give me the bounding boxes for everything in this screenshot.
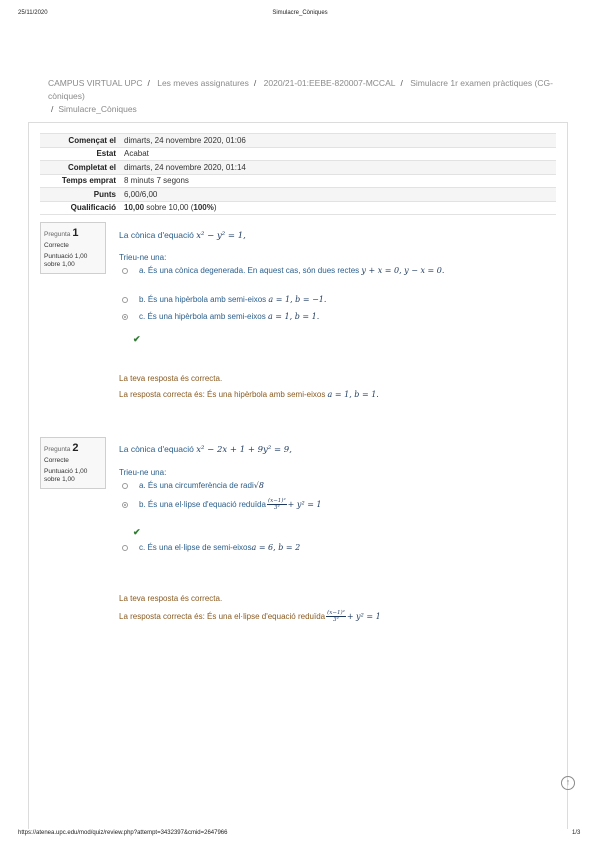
- question-1-option-b[interactable]: [122, 295, 326, 304]
- summary-row-completed: [40, 161, 556, 175]
- print-date: 25/11/2020: [18, 10, 48, 16]
- summary-row-time: [40, 174, 556, 188]
- question-number: 1: [72, 227, 79, 239]
- question-2-text: La cònica d'equació x² − 2x + 1 + 9y² = 9,: [119, 444, 292, 455]
- summary-row-points: [40, 188, 556, 202]
- breadcrumb-separator: /: [147, 78, 150, 88]
- check-icon: ✔: [133, 334, 141, 344]
- question-1-option-a[interactable]: [122, 266, 444, 275]
- question-2-option-b[interactable]: [122, 498, 322, 511]
- radio-button-selected[interactable]: [122, 314, 128, 320]
- summary-label: Qualificació: [40, 201, 120, 215]
- summary-label: Estat: [40, 147, 120, 161]
- breadcrumb-separator: /: [400, 78, 403, 88]
- grade-max: sobre 10,00 (: [144, 203, 194, 213]
- breadcrumb-course[interactable]: 2020/21-01:EEBE-820007-MCCAL: [263, 78, 396, 88]
- question-1-feedback: La teva resposta és correcta.: [119, 374, 223, 383]
- breadcrumb: [48, 77, 568, 116]
- option-math: y + x = 0, y − x = 0.: [361, 266, 445, 275]
- check-icon: ✔: [133, 527, 141, 537]
- option-math: √8: [253, 481, 264, 490]
- option-label: a. És una cònica degenerada. En aquest cas, són dues rectes: [139, 266, 360, 275]
- print-title: Simulacre_Còniques: [272, 10, 328, 16]
- question-2-prompt: Trieu-ne una:: [119, 468, 167, 477]
- radio-button[interactable]: [122, 268, 128, 274]
- question-1-prompt: Trieu-ne una:: [119, 253, 167, 262]
- print-page-number: 1/3: [572, 830, 581, 836]
- question-1-correct-answer: La resposta correcta és: És una hipèrbola amb semi-eixos a = 1, b = 1.: [119, 390, 379, 399]
- option-label: c. És una hipèrbola amb semi-eixos: [139, 312, 266, 321]
- option-math: + y² = 1: [287, 500, 322, 509]
- breadcrumb-separator: /: [253, 78, 257, 88]
- grade-close: ): [213, 203, 217, 213]
- summary-label: Temps emprat: [40, 174, 120, 188]
- breadcrumb-separator: /: [51, 104, 54, 114]
- summary-value: 6,00/6,00: [120, 188, 556, 202]
- summary-row-state: [40, 147, 556, 161]
- question-equation: x² − y² = 1,: [196, 231, 246, 241]
- question-1-info: [40, 222, 106, 274]
- option-label: c. És una el·lipse de semi-eixos: [139, 543, 252, 552]
- correct-answer-fraction: $\frac{\text{(x−1)²}}{\text{3²}}$: [327, 610, 345, 623]
- question-equation: x² − 2x + 1 + 9y² = 9,: [196, 445, 292, 455]
- attempt-summary-table: [40, 133, 556, 215]
- breadcrumb-my-courses[interactable]: Les meves assignatures: [157, 78, 249, 88]
- grade-percent: 100%: [193, 203, 214, 213]
- question-1-option-c[interactable]: [122, 312, 319, 321]
- summary-value: dimarts, 24 novembre 2020, 01:14: [120, 161, 556, 175]
- question-label: Pregunta 1: [44, 227, 79, 239]
- breadcrumb-campus[interactable]: CAMPUS VIRTUAL UPC: [48, 78, 143, 88]
- grade-value: 10,00: [124, 203, 145, 213]
- radio-button[interactable]: [122, 297, 128, 303]
- option-math: a = 1, b = −1.: [268, 295, 327, 304]
- option-label: b. És una el·lipse d'equació reduïda: [139, 500, 266, 509]
- breadcrumb-current[interactable]: Simulacre_Còniques: [58, 104, 137, 114]
- breadcrumb-quiz[interactable]: Simulacre 1r examen pràctiques (CG-còniques): [48, 78, 553, 101]
- question-2-option-c[interactable]: [122, 543, 300, 552]
- question-2-info: [40, 437, 106, 489]
- correct-answer-math: + y² = 1: [346, 612, 381, 621]
- summary-label: Punts: [40, 188, 120, 202]
- question-status: Correcte: [44, 242, 69, 249]
- summary-value: Acabat: [120, 147, 556, 161]
- option-label: a. És una circumferència de radi: [139, 481, 254, 490]
- arrow-up-circle-icon[interactable]: ↑: [561, 776, 575, 790]
- summary-value: 8 minuts 7 segons: [120, 174, 556, 188]
- question-max: sobre 1,00: [44, 476, 75, 483]
- quiz-review-region: [28, 122, 568, 829]
- question-2-option-a[interactable]: [122, 481, 264, 490]
- question-max: sobre 1,00: [44, 261, 75, 268]
- option-math: a = 6, b = 2: [251, 543, 301, 552]
- summary-label: Començat el: [40, 134, 120, 148]
- option-math: a = 1, b = 1.: [267, 312, 320, 321]
- summary-value: [120, 201, 556, 215]
- question-number: 2: [72, 442, 79, 454]
- correct-answer-math: a = 1, b = 1.: [327, 390, 379, 399]
- summary-label: Completat el: [40, 161, 120, 175]
- radio-button[interactable]: [122, 483, 128, 489]
- summary-row-started: [40, 134, 556, 148]
- print-url: https://atenea.upc.edu/mod/quiz/review.php?attempt=3432397&cmid=2647966: [18, 830, 228, 836]
- question-2-feedback: La teva resposta és correcta.: [119, 594, 223, 603]
- summary-value: dimarts, 24 novembre 2020, 01:06: [120, 134, 556, 148]
- question-score: Puntuació 1,00: [44, 253, 88, 260]
- option-label: b. És una hipèrbola amb semi-eixos: [139, 295, 267, 304]
- option-fraction: $\frac{\text{(x−1)²}}{\text{3²}}$: [267, 498, 286, 511]
- summary-row-grade: [40, 201, 556, 215]
- question-status: Correcte: [44, 457, 69, 464]
- question-1-text: La cònica d'equació x² − y² = 1,: [119, 230, 246, 241]
- question-score: Puntuació 1,00: [44, 468, 88, 475]
- question-label: Pregunta 2: [44, 442, 79, 454]
- radio-button[interactable]: [122, 545, 128, 551]
- radio-button-selected[interactable]: [122, 502, 128, 508]
- question-2-correct-answer: La resposta correcta és: És una el·lipse d'equació reduïda $\frac{\text{(x−1)²}}{\text{3²}}$ + y² = 1: [119, 610, 381, 623]
